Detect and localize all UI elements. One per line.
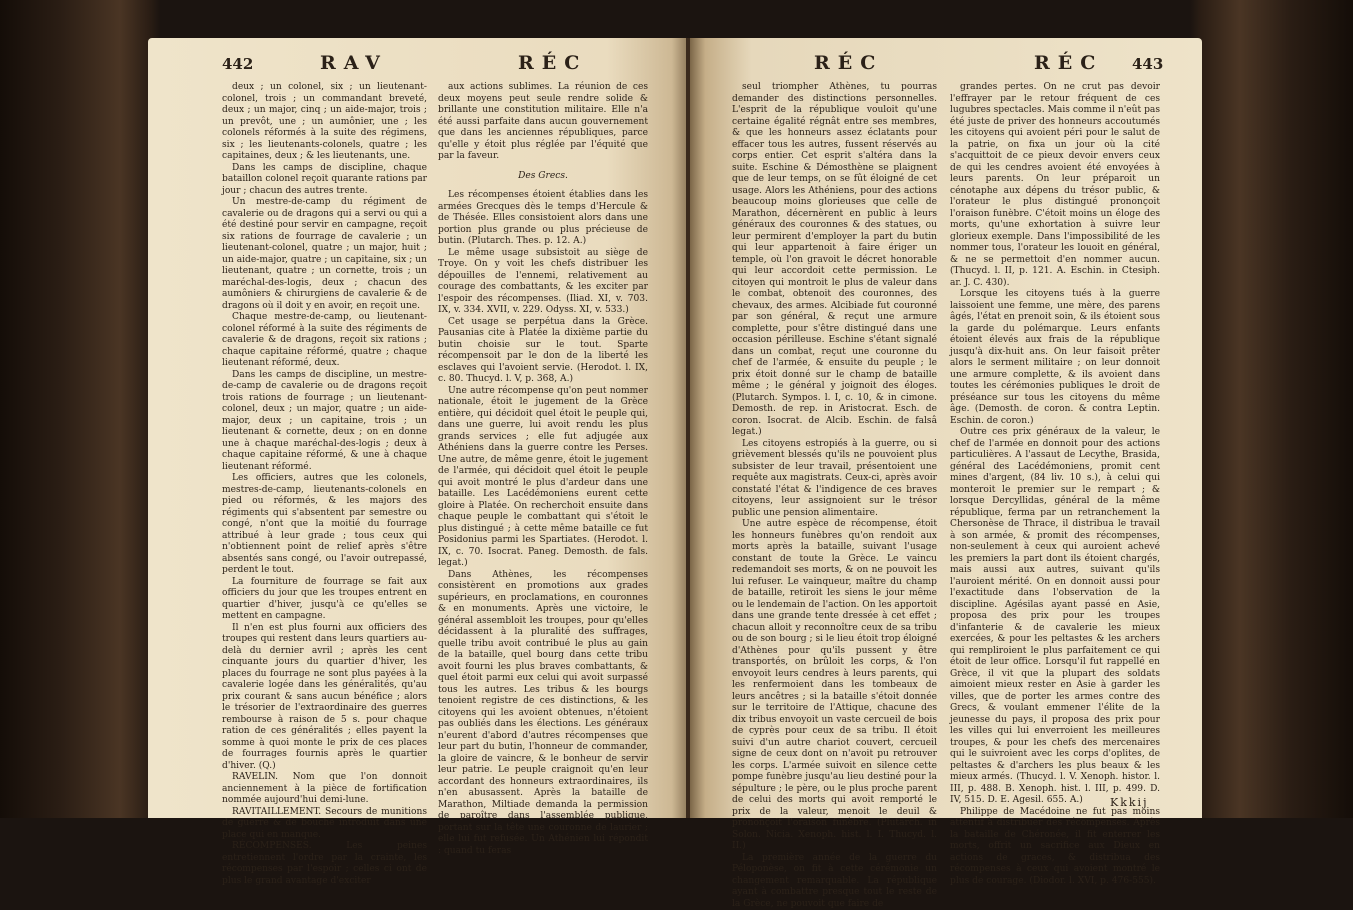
running-head-left: RAV [320,52,388,74]
left-column-2 [438,82,648,857]
paragraph: deux ; un colonel, six ; un lieutenant-colonel, trois ; un commandant breveté, deux ; un major, cinq ; un aide-major, trois ; un prevôt, une ; un aumônier, une ; les colonels réformés à la suite des régimens, six ; les lieutenants-colonels, quatre ; les capitaines, deux ; & les lieutenants, une. [222,82,427,163]
paragraph: Dans les camps de discipline, chaque bataillon colonel reçoit quarante rations par jour ; chacun des autres trente. [222,163,427,198]
running-head-right-2: RÉC [1034,52,1103,74]
paragraph: Il n'en est plus fourni aux officiers des troupes qui restent dans leurs quartiers au-delà du dernier avril ; après les cent cinquante jours du quartier d'hiver, les places du fourrage ne sont plus payées à la cavalerie logée dans les généralités, qu'au prix courant & sans aucun bénéfice ; alors le trésorier de l'extraordinaire des guerres rembourse à raison de 5 s. pour chaque ration de ces généralités ; elles payent la somme à quoi monte le prix de ces places de fourrages fournis après le quartier d'hiver. (Q.) [222,623,427,773]
running-head-left-2: RÉC [518,52,587,74]
right-page [690,38,1202,818]
paragraph: La fourniture de fourrage se fait aux officiers du jour que les troupes entrent en quartier d'hiver, jusqu'à ce qu'elles se mettent en campagne. [222,577,427,623]
paragraph: seul triompher Athènes, tu pourras demander des distinctions personnelles. L'esprit de la république vouloit qu'une certaine égalité régnât entre ses membres, & que les honneurs assez éclatants pour effacer tous les autres, fussent réservés au corps entier. Cet esprit s'altéra dans la suite. Eschine & Démosthène se plaignent que de leur temps, on se fût éloigné de cet usage. Alors les Athéniens, pour des actions beaucoup moins glorieuses que celle de Marathon, décernèrent en public à leurs généraux des couronnes & des statues, ou leur permirent d'employer la part du butin qui leur appartenoit à faire ériger un temple, où l'on gravoit le décret honorable qui leur accordoit cette permission. Le citoyen qui montroit le plus de valeur dans le combat, obtenoit des couronnes, des chevaux, des armes. Alcibiade fut couronné par son général, & reçut une armure complette, pour s'être distingué dans une occasion périlleuse. Eschine s'étant signalé dans un combat, reçut une couronne du chef de l'armée, & ensuite du peuple ; le prix étoit donné sur le champ de bataille même ; le général y joignoit des éloges. (Plutarch. Sympos. l. I, c. 10, & in cimone. Demosth. de rep. in Aristocrat. Esch. de coron. Isocrat. de Alcib. Eschin. de falsâ legat.) [732,82,937,439]
paragraph: Le même usage subsistoit au siège de Troye. On y voit les chefs distribuer les dépouilles de l'ennemi, relativement au courage des combattants, & les exciter par l'espoir des récompenses. (Iliad. XI, v. 703. IX, v. 334. XVII, v. 229. Odyss. XI, v. 533.) [438,248,648,317]
paragraph: Philippe de Macédoine ne fut pas moins attentif à distribuer des récompenses. Après la bataille de Chéronée, il fit enterrer les morts, offrit un sacrifice aux Dieux en actions de graces, & distribua des récompenses à ceux qui avoient montré le plus de courage. (Diodor. l. XVI, p. 476-555). [950,807,1160,888]
paragraph: grandes pertes. On ne crut pas devoir l'effrayer par le retour fréquent de ces lugubres spectacles. Mais comme il n'eût pas été juste de priver des honneurs accoutumés les citoyens qui avoient péri pour le salut de la patrie, on fixa un jour où la cité s'acquittoit de ce pieux devoir envers ceux de qui les cendres avoient été envoyées à leurs parents. On leur préparoit un cénotaphe aux dépens du trésor public, & l'orateur le plus distingué prononçoit l'oraison funèbre. C'étoit moins un éloge des morts, qu'une exhortation à suivre leur glorieux exemple. Dans l'impossibilité de les nommer tous, l'orateur les louoit en général, & ne se permettoit d'en nommer aucun. (Thucyd. l. II, p. 121. A. Eschin. in Ctesiph. ar. J. C. 430). [950,82,1160,289]
paragraph: Les citoyens estropiés à la guerre, ou si grièvement blessés qu'ils ne pouvoient plus subsister de leur travail, présentoient une requête aux magistrats. Ceux-ci, après avoir constaté l'état & l'indigence de ces braves citoyens, leur assignoient sur le trésor public une pension alimentaire. [732,439,937,520]
paragraph: Un mestre-de-camp du régiment de cavalerie ou de dragons qui a servi ou qui a été destiné pour servir en campagne, reçoit six rations de fourrage de cavalerie ; un lieutenant-colonel, quatre ; un major, huit ; un aide-major, quatre ; un capitaine, six ; un lieutenant, quatre ; un cornette, trois ; un maréchal-des-logis, deux ; chacun des aumôniers & chirurgiens de cavalerie & de dragons où il doit y en avoir, en reçoit une. [222,197,427,312]
signature-mark: Kkkij [1110,796,1148,809]
paragraph: Lorsque les citoyens tués à la guerre laissoient une femme, une mère, des parens âgés, l'état en prenoit soin, & ils étoient sous la garde du polémarque. Leurs enfants étoient élevés aux frais de la république jusqu'à dix-huit ans. On leur faisoit prêter alors le serment militaire ; on leur donnoit une armure complette, & ils avoient dans toutes les cérémonies publiques le droit de préséance sur tous les citoyens du même âge. (Demosth. de coron. & contra Leptin. Eschin. de coron.) [950,289,1160,427]
paragraph: Les récompenses étoient établies dans les armées Grecques dès le temps d'Hercule & de Thésée. Elles consistoient alors dans une portion plus grande ou plus précieuse de butin. (Plutarch. Thes. p. 12. A.) [438,190,648,248]
paragraph: aux actions sublimes. La réunion de ces deux moyens peut seule rendre solide & brillante une constitution militaire. Elle n'a été aussi parfaite dans aucun gouvernement que dans les anciennes républiques, parce qu'elle y étoit plus réglée par l'équité que par la faveur. [438,82,648,163]
paragraph: La première année de la guerre du Péloponèse, on fit à cette cérémonie un changement remarquable. La république ayant à combattre presque tout le reste de la Grèce, ne pouvoit que faire de [732,853,937,910]
section-heading: Des Grecs. [438,171,648,183]
paragraph: Une autre espèce de récompense, étoit les honneurs funèbres qu'on rendoit aux morts après la bataille, suivant l'usage constant de toute la Grèce. Le vaincu redemandoit ses morts, & on ne pouvoit les lui refuser. Le vainqueur, maître du champ de bataille, retiroit les siens le jour même ou le lendemain de l'action. On les apportoit dans une grande tente dressée à cet effet ; chacun alloit y reconnoître ceux de sa tribu ou de son bourg ; si le lieu étoit trop éloigné d'Athènes pour qu'ils pussent y être transportés, on brûloit les corps, & l'on envoyoit leurs cendres à leurs parents, qui les renfermoient dans les tombeaux de leurs ancêtres ; si la bataille s'étoit donnée sur le territoire de l'Attique, chacune des dix tribus envoyoit un vaste cercueil de bois de cyprès pour ceux de sa tribu. Il étoit suivi d'un autre chariot couvert, cercueil signe de ceux dont on n'avoit pu retrouver les corps. L'armée suivoit en silence cette pompe funèbre jusqu'au lieu destiné pour la sépulture ; le père, ou le plus proche parent de celui des morts qui avoit remporté le prix de la valeur, menoit le deuil & prononçoit l'oraison funèbre. (Plutarch. in Solon. Nicia. Xenoph. hist. l. I. Thucyd. l. II.) [732,519,937,853]
paragraph: Chaque mestre-de-camp, ou lieutenant-colonel réformé à la suite des régiments de cavalerie & de dragons, reçoit six rations ; chaque capitaine réformé, quatre ; chaque lieutenant réformé, deux. [222,312,427,370]
paragraph: Outre ces prix généraux de la valeur, le chef de l'armée en donnoit pour des actions particulières. A l'assaut de Lecythe, Brasida, général des Lacédémoniens, promit cent mines d'argent, (84 liv. 10 s.), à celui qui monteroit le premier sur le rempart ; & lorsque Dercyllidas, général de la même république, ferma par un retranchement la Chersonèse de Thrace, il distribua le travail à son armée, & promit des récompenses, non-seulement à ceux qui auroient achevé les premiers la part dont ils étoient chargés, mais aussi aux autres, suivant qu'ils l'auroient mérité. On en donnoit aussi pour l'exactitude dans l'observation de la discipline. Agésilas ayant passé en Asie, proposa des prix pour les troupes d'infanterie & de cavalerie les mieux exercées, & pour les peltastes & les archers qui rempliroient le plus parfaitement ce qui étoit de leur office. Lorsqu'il fut rappellé en Grèce, il vit que la plupart des soldats aimoient mieux rester en Asie à garder les villes, que de porter les armes contre des Grecs, & voulant emmener l'élite de la jeunesse du pays, il proposa des prix pour les villes qui lui enverroient les meilleures troupes, & pour les chefs des mercenaires qui le suivroient avec les corps d'oplites, de peltastes & d'archers les plus beaux & les mieux armés. (Thucyd. l. V. Xenoph. histor. l. III, p. 488. B. Xenoph. hist. l. III, p. 499. D. IV, 515. D. E. Agesil. 655. A.) [950,427,1160,807]
running-head-right: RÉC [814,52,883,74]
right-column-1 [732,82,937,910]
page-number-right: 443 [1132,55,1163,73]
left-page [148,38,688,818]
entry-ravelin: RAVELIN. Nom que l'on donnoit anciennement à la pièce de fortification nommée aujourd'hui demi-lune. [222,772,427,807]
paragraph: Dans les camps de discipline, un mestre-de-camp de cavalerie ou de dragons reçoit trois rations de fourrage ; un lieutenant-colonel, deux ; un major, quatre ; un aide-major, deux ; un capitaine, trois ; un lieutenant & cornette, deux ; on en donne une à chaque maréchal-des-logis ; deux à chaque capitaine réformé, & une à chaque lieutenant réformé. [222,370,427,474]
paragraph: Les officiers, autres que les colonels, mestres-de-camp, lieutenants-colonels en pied ou réformés, & les majors des régiments qui s'absentent par semestre ou congé, n'ont que la moitié du fourrage attribué à leur grade ; tous ceux qui n'obtiennent point de relief après s'être absentés sans congé, ou l'avoir outrepassé, perdent le tout. [222,473,427,577]
page-number-left: 442 [222,55,253,73]
paragraph: Dans Athènes, les récompenses consistèrent en promotions aux grades supérieurs, en proclamations, en couronnes & en monuments. Après une victoire, le général assembloit les troupes, pour qu'elles décidassent à la pluralité des suffrages, quelle tribu avoit contribué le plus au gain de la bataille, quel bourg dans cette tribu avoit fourni les plus braves combattants, & quel étoit parmi eux celui qui avoit surpassé tous les autres. Les tribus & les bourgs tenoient registre de ces distinctions, & les citoyens qui les avoient obtenues, n'étoient pas oubliés dans les élections. Les généraux n'eurent d'abord d'autres récompenses que leur part du butin, l'honneur de commander, la gloire de vaincre, & le bonheur de servir leur patrie. Le peuple craignoit qu'en leur accordant des honneurs extraordinaires, ils n'en abusassent. Après la bataille de Marathon, Miltiade demanda la permission de paroître dans l'assemblée publique, portant sur la tête une couronne de laurier ; elle lui fut refusée. Un Athénien lui répondit : quand tu feras [438,570,648,858]
right-column-2 [950,82,1160,887]
entry-ravitaillement: RAVITAILLEMENT. Secours de munitions de guerre & de bouche introduit dans une place qui en manque. [222,807,427,842]
paragraph: Cet usage se perpétua dans la Grèce. Pausanias cite à Platée la dixième partie du butin choisie sur le tout. Sparte récompensoit par le don de la liberté les esclaves qui l'avoient servie. (Herodot. l. IX, c. 80. Thucyd. l. V, p. 368, A.) [438,317,648,386]
entry-recompenses: RÉCOMPENSES. Les peines entretiennent l'ordre par la crainte, les récompenses par l'espoir ; celles ci ont de plus le grand avantage d'exciter [222,841,427,887]
paragraph: Une autre récompense qu'on peut nommer nationale, étoit le jugement de la Grèce entière, qui décidoit quel étoit le peuple qui, dans une guerre, lui avoit rendu les plus grands services ; elle fut adjugée aux Athéniens dans la guerre contre les Perses. Une autre, de même genre, étoit le jugement de l'armée, qui décidoit quel étoit le peuple qui avoit montré le plus d'ardeur dans une bataille. Les Lacédémoniens eurent cette gloire à Platée. On recherchoit ensuite dans chaque peuple le combattant qui s'étoit le plus distingué ; à cette même bataille ce fut Posidonius parmi les Spartiates. (Herodot. l. IX, c. 70. Isocrat. Paneg. Demosth. de fals. legat.) [438,386,648,570]
left-column-1 [222,82,427,887]
